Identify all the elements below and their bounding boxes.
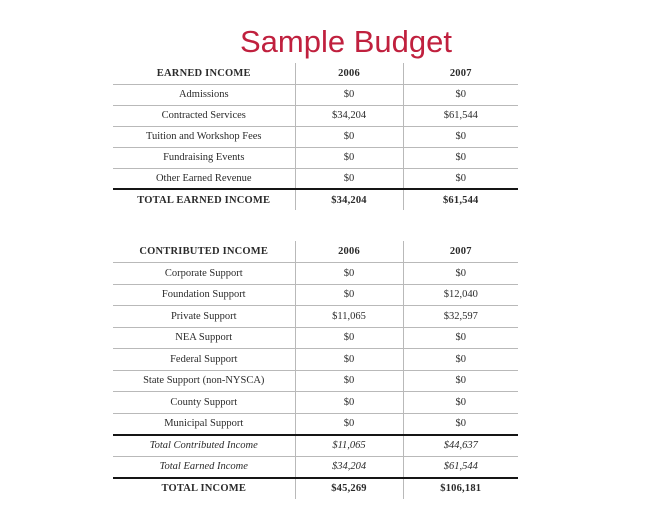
value-2006: $0 [295, 126, 403, 147]
subtotal-label: Total Contributed Income [113, 435, 295, 457]
subtotal-2007: $44,637 [403, 435, 518, 457]
table-row [113, 349, 518, 371]
row-label: Corporate Support [113, 263, 295, 285]
table-row [113, 147, 518, 168]
value-2007: $0 [403, 413, 518, 435]
table-row [113, 327, 518, 349]
subtotal-label: Total Earned Income [113, 456, 295, 478]
table-row [113, 370, 518, 392]
row-label: State Support (non-NYSCA) [113, 370, 295, 392]
value-2007: $0 [403, 370, 518, 392]
contributed-header-2007: 2007 [403, 241, 518, 263]
row-label: Private Support [113, 306, 295, 328]
table-row [113, 126, 518, 147]
contributed-header-row [113, 241, 518, 263]
value-2007: $12,040 [403, 284, 518, 306]
page-title: Sample Budget [240, 24, 452, 59]
contributed-header-2006: 2006 [295, 241, 403, 263]
table-row [113, 306, 518, 328]
earned-total-row [113, 189, 518, 210]
value-2007: $0 [403, 327, 518, 349]
table-row [113, 168, 518, 189]
earned-header-2006: 2006 [295, 63, 403, 84]
table-row [113, 263, 518, 285]
value-2007: $0 [403, 263, 518, 285]
value-2007: $61,544 [403, 105, 518, 126]
row-label: Fundraising Events [113, 147, 295, 168]
value-2007: $0 [403, 168, 518, 189]
table-row [113, 392, 518, 414]
row-label: Admissions [113, 84, 295, 105]
total-2006: $34,204 [295, 189, 403, 210]
contributed-header-category: CONTRIBUTED INCOME [113, 241, 295, 263]
total-label: TOTAL INCOME [161, 483, 247, 495]
value-2006: $0 [295, 168, 403, 189]
value-2006: $0 [295, 147, 403, 168]
earned-header-category: EARNED INCOME [113, 63, 295, 84]
value-2006: $0 [295, 349, 403, 371]
row-label: Federal Support [113, 349, 295, 371]
value-2006: $11,065 [295, 306, 403, 328]
value-2007: $0 [403, 392, 518, 414]
table-row [113, 413, 518, 435]
value-2006: $0 [295, 284, 403, 306]
subtotal-2007: $61,544 [403, 456, 518, 478]
row-label: County Support [113, 392, 295, 414]
earned-income-table [113, 63, 518, 210]
value-2007: $0 [403, 349, 518, 371]
value-2007: $32,597 [403, 306, 518, 328]
earned-header-2007: 2007 [403, 63, 518, 84]
value-2006: $34,204 [295, 105, 403, 126]
row-label: Other Earned Revenue [113, 168, 295, 189]
row-label: NEA Support [113, 327, 295, 349]
subtotal-2006: $34,204 [295, 456, 403, 478]
subtotal-row [113, 435, 518, 457]
contributed-income-table [113, 241, 518, 499]
row-label: Municipal Support [113, 413, 295, 435]
value-2006: $0 [295, 84, 403, 105]
value-2006: $0 [295, 370, 403, 392]
grand-total-row [113, 478, 518, 500]
value-2007: $0 [403, 84, 518, 105]
row-label: Contracted Services [113, 105, 295, 126]
total-label: TOTAL EARNED INCOME [137, 194, 271, 206]
value-2006: $0 [295, 327, 403, 349]
value-2007: $0 [403, 147, 518, 168]
table-row [113, 105, 518, 126]
value-2006: $0 [295, 413, 403, 435]
total-2007: $106,181 [403, 478, 518, 500]
row-label: Tuition and Workshop Fees [113, 126, 295, 147]
table-row [113, 284, 518, 306]
row-label: Foundation Support [113, 284, 295, 306]
value-2007: $0 [403, 126, 518, 147]
value-2006: $0 [295, 392, 403, 414]
total-2006: $45,269 [295, 478, 403, 500]
total-2007: $61,544 [403, 189, 518, 210]
table-row [113, 84, 518, 105]
subtotal-row [113, 456, 518, 478]
earned-header-row [113, 63, 518, 84]
subtotal-2006: $11,065 [295, 435, 403, 457]
value-2006: $0 [295, 263, 403, 285]
